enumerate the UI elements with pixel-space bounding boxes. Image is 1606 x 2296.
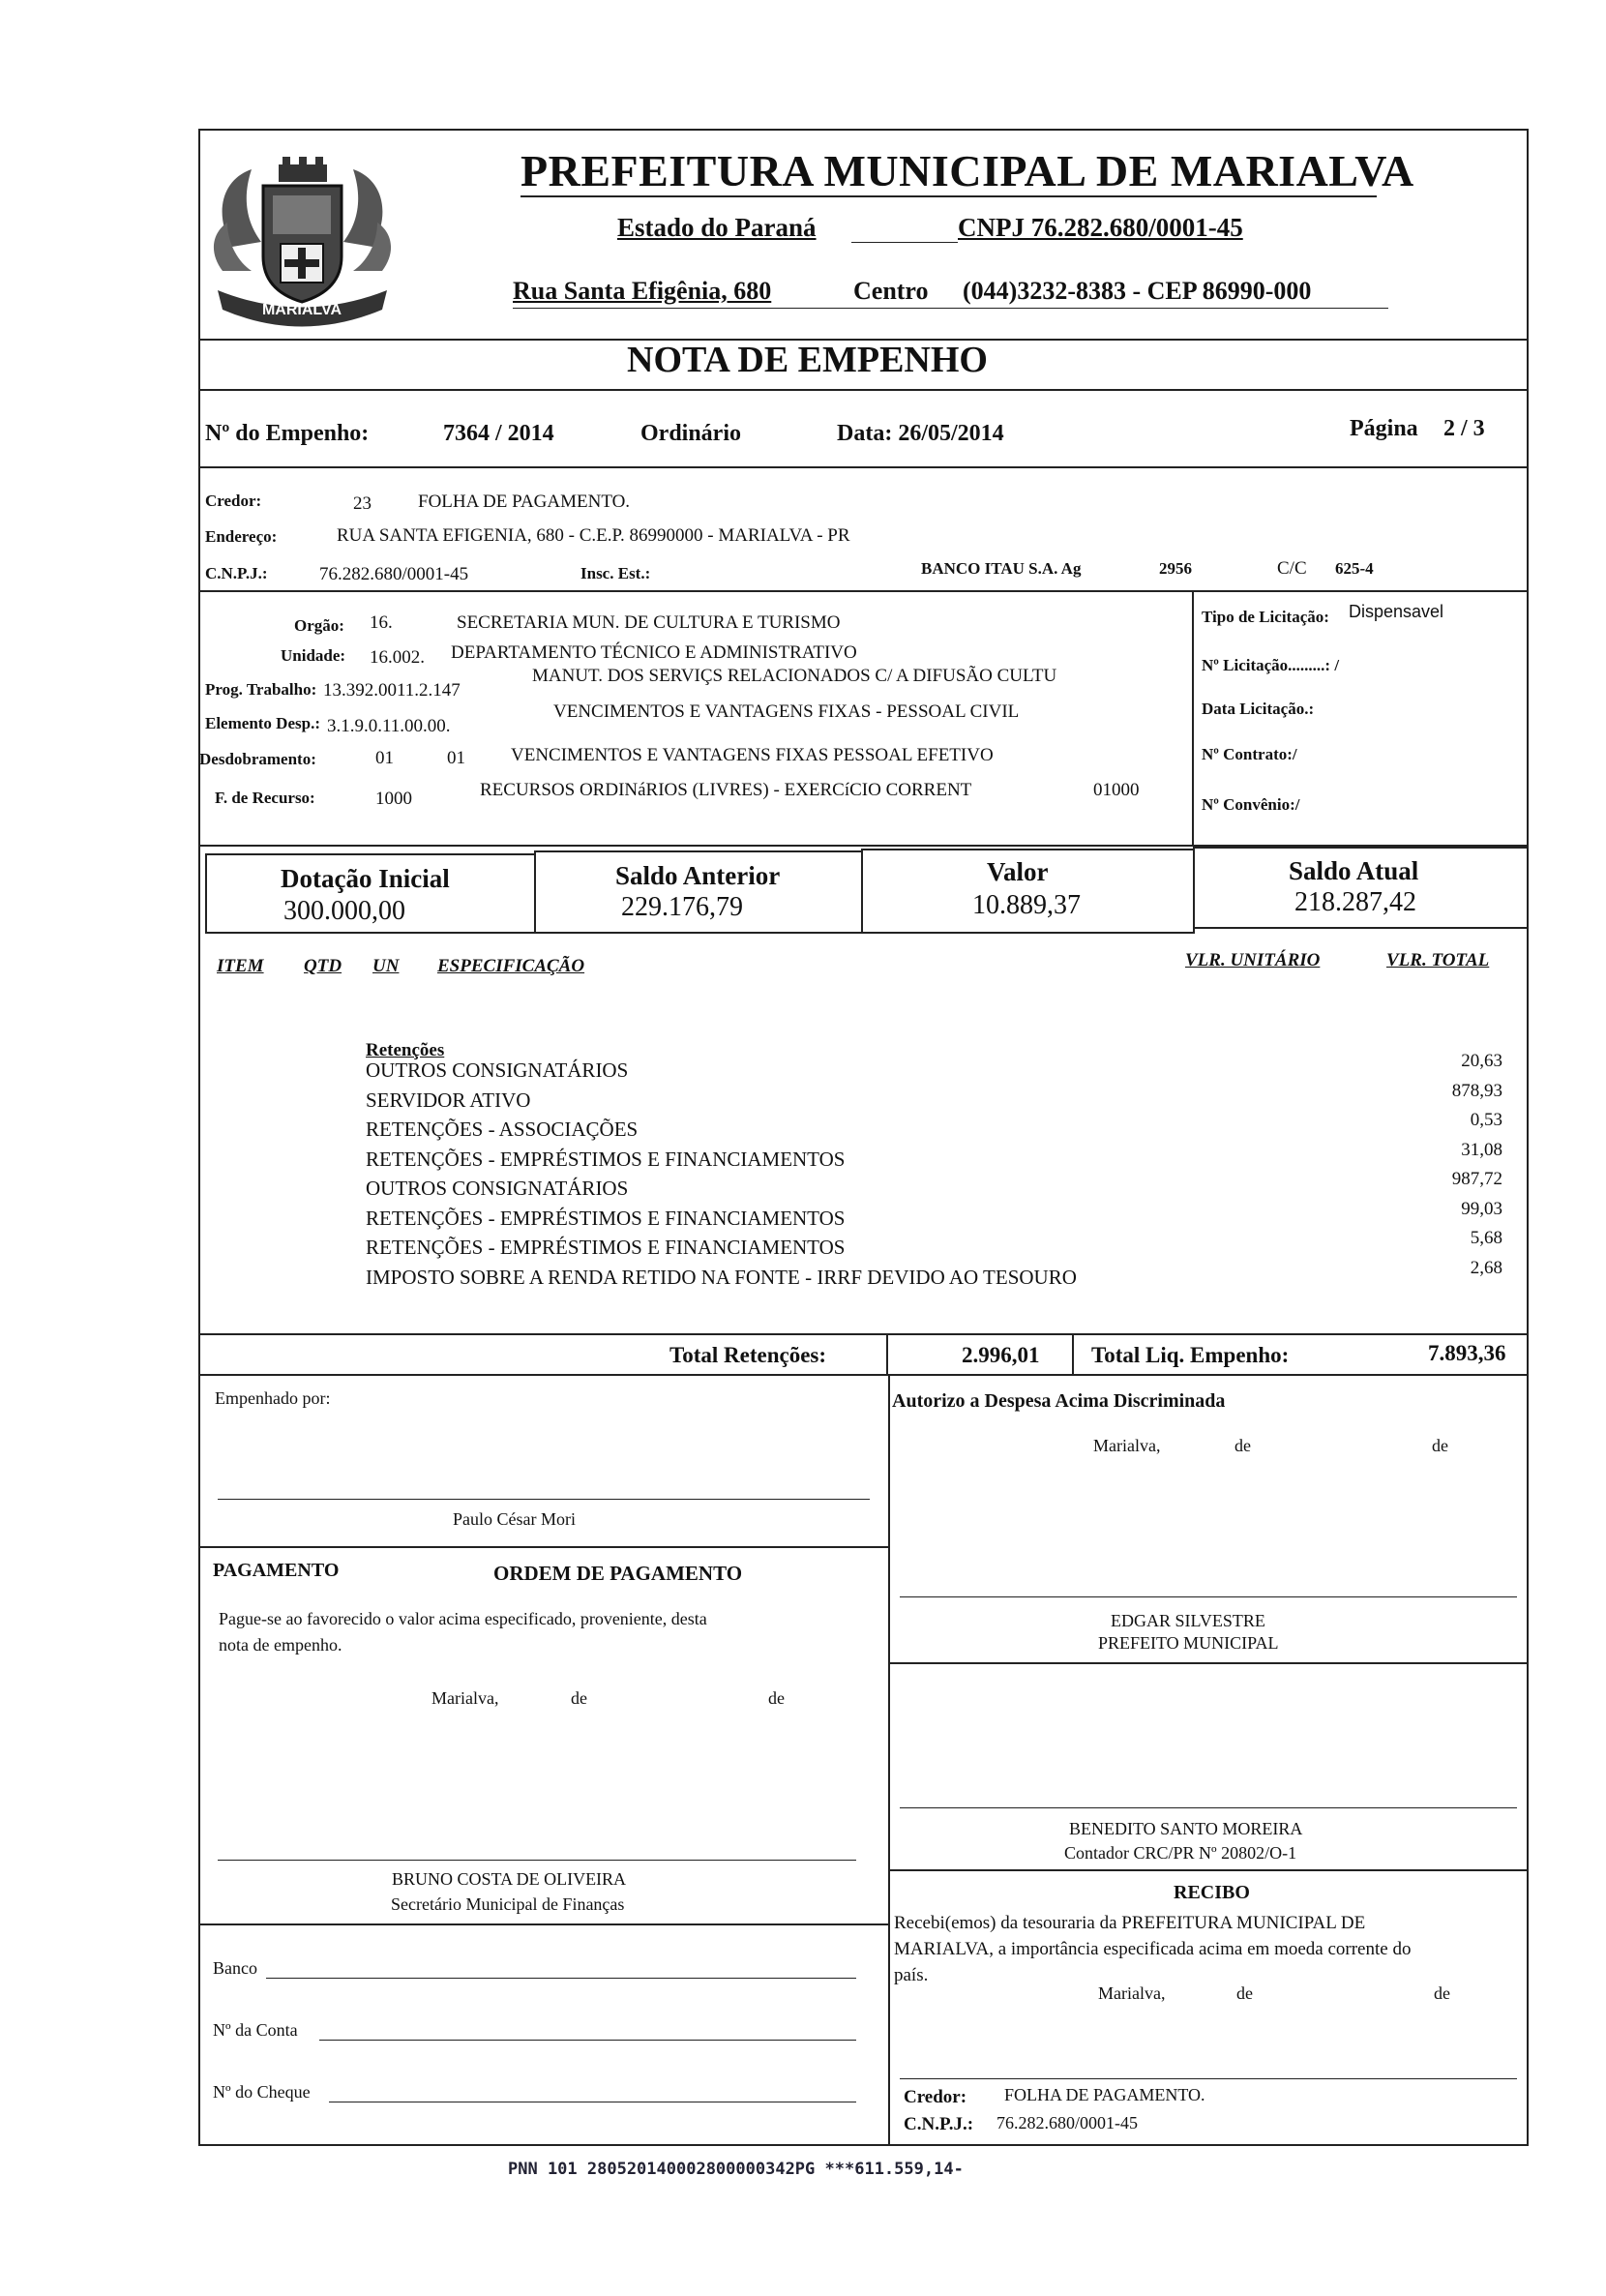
divider-totals-2: [1072, 1333, 1074, 1376]
header-vlr-unitario: VLR. UNITÁRIO: [1185, 950, 1321, 970]
divider-contador: [888, 1869, 1529, 1871]
state-underline: [851, 242, 958, 243]
header-cnpj: CNPJ 76.282.680/0001-45: [958, 213, 1243, 242]
desdobramento-a: 01: [375, 748, 394, 768]
recibo-title: RECIBO: [1174, 1882, 1250, 1903]
recurso-label: F. de Recurso:: [215, 789, 315, 807]
pagamento-de-1: de: [571, 1688, 587, 1708]
total-liquido-value: 7.893,36: [1428, 1341, 1506, 1365]
recibo-credor-label: Credor:: [904, 2087, 967, 2107]
orgao-name: SECRETARIA MUN. DE CULTURA E TURISMO: [457, 612, 841, 633]
retencao-value: 5,68: [1470, 1228, 1502, 1248]
tipo-licitacao-value: Dispensavel: [1349, 602, 1444, 621]
retencao-value: 31,08: [1461, 1139, 1502, 1160]
saldo-atual-label: Saldo Atual: [1289, 856, 1419, 885]
empenhado-nome: Paulo César Mori: [453, 1509, 576, 1529]
empenho-type: Ordinário: [640, 421, 742, 446]
retencao-value: 987,72: [1451, 1169, 1502, 1189]
credor-label: Credor:: [205, 492, 262, 510]
retencao-value: 0,53: [1470, 1110, 1502, 1130]
orgao-label: Orgão:: [294, 616, 344, 635]
empenho-number: 7364 / 2014: [443, 421, 554, 446]
empenho-date: Data: 26/05/2014: [837, 421, 1004, 446]
retencao-desc: SERVIDOR ATIVO: [366, 1088, 531, 1112]
cheque-label: Nº do Cheque: [213, 2082, 311, 2102]
retencao-desc: RETENÇÕES - EMPRÉSTIMOS E FINANCIAMENTOS: [366, 1236, 846, 1259]
saldo-atual-value: 218.287,42: [1294, 887, 1416, 917]
page-label: Página: [1350, 416, 1418, 441]
autorizo-de-1: de: [1234, 1436, 1251, 1455]
divider-totals-bottom: [198, 1374, 1529, 1376]
agencia-value: 2956: [1159, 559, 1192, 578]
total-liquido-label: Total Liq. Empenho:: [1091, 1343, 1290, 1367]
cc-value: 625-4: [1335, 559, 1374, 578]
prog-code: 13.392.0011.2.147: [323, 680, 461, 701]
prog-name: MANUT. DOS SERVIÇS RELACIONADOS C/ A DIFUSÃO CULTU: [532, 666, 1057, 686]
address-underline: [513, 308, 1388, 309]
contador-nome: BENEDITO SANTO MOREIRA: [1069, 1819, 1303, 1838]
svg-text:MARIALVA: MARIALVA: [261, 302, 342, 318]
conta-label: Nº da Conta: [213, 2020, 298, 2040]
unidade-code: 16.002.: [370, 647, 425, 668]
desdobramento-b: 01: [447, 748, 465, 768]
pagamento-de-2: de: [768, 1688, 785, 1708]
divider-signatures: [888, 1374, 890, 2146]
divider-secretario: [198, 1923, 888, 1925]
doc-title: NOTA DE EMPENHO: [627, 340, 988, 380]
autorizo-text: Autorizo a Despesa Acima Discriminada: [892, 1390, 1226, 1412]
empenhado-sign-line: [218, 1499, 870, 1500]
divider-prefeito: [888, 1662, 1529, 1664]
pague-text-2: nota de empenho.: [219, 1635, 342, 1655]
header-state: Estado do Paraná: [617, 213, 817, 242]
recibo-sign-line: [900, 2078, 1517, 2079]
retencao-value: 878,93: [1451, 1080, 1502, 1101]
numero-licitacao: Nº Licitação.........: /: [1202, 656, 1340, 674]
credor-code: 23: [353, 493, 372, 514]
recibo-local: Marialva,: [1098, 1983, 1166, 2003]
dotacao-value: 300.000,00: [283, 896, 405, 926]
retencao-desc: OUTROS CONSIGNATÁRIOS: [366, 1059, 629, 1082]
recibo-cnpj-value: 76.282.680/0001-45: [996, 2113, 1138, 2132]
numero-contrato: Nº Contrato:/: [1202, 745, 1297, 763]
unidade-label: Unidade:: [281, 646, 346, 665]
desdobramento-label: Desdobramento:: [199, 750, 316, 768]
pagamento-local: Marialva,: [431, 1688, 499, 1708]
prefeito-sign-line: [900, 1596, 1517, 1597]
header-qtd: QTD: [304, 956, 342, 976]
cnpj-label: C.N.P.J.:: [205, 564, 268, 582]
retencao-value: 99,03: [1461, 1198, 1502, 1219]
recibo-credor-value: FOLHA DE PAGAMENTO.: [1004, 2085, 1205, 2104]
retencao-desc: RETENÇÕES - EMPRÉSTIMOS E FINANCIAMENTOS: [366, 1206, 846, 1230]
divider-totals-top: [198, 1333, 1529, 1335]
header-address: Rua Santa Efigênia, 680: [513, 277, 772, 305]
prefeito-nome: EDGAR SILVESTRE: [1111, 1611, 1265, 1630]
empenho-label: Nº do Empenho:: [205, 421, 370, 446]
saldo-anterior-label: Saldo Anterior: [615, 861, 781, 890]
total-retencoes-label: Total Retenções:: [669, 1343, 827, 1367]
prefeito-cargo: PREFEITO MUNICIPAL: [1098, 1633, 1279, 1653]
desdobramento-name: VENCIMENTOS E VANTAGENS FIXAS PESSOAL EFETIVO: [511, 745, 994, 765]
recurso-number: 01000: [1093, 780, 1140, 800]
retencao-value: 20,63: [1461, 1051, 1502, 1071]
header-vlr-total: VLR. TOTAL: [1386, 950, 1490, 970]
conta-line[interactable]: [319, 2040, 856, 2041]
divider-totals-1: [886, 1333, 888, 1376]
data-licitacao: Data Licitação.:: [1202, 700, 1315, 718]
saldo-anterior-value: 229.176,79: [621, 892, 743, 922]
elemento-name: VENCIMENTOS E VANTAGENS FIXAS - PESSOAL CIVIL: [553, 701, 1020, 722]
retencao-desc: IMPOSTO SOBRE A RENDA RETIDO NA FONTE - IRRF DEVIDO AO TESOURO: [366, 1265, 1077, 1289]
secretario-nome: BRUNO COSTA DE OLIVEIRA: [392, 1869, 627, 1889]
recibo-cnpj-label: C.N.P.J.:: [904, 2114, 974, 2134]
recibo-text-3: país.: [894, 1965, 929, 1985]
pagamento-title: PAGAMENTO: [213, 1560, 340, 1581]
title-underline: [520, 195, 1377, 197]
orgao-code: 16.: [370, 612, 393, 633]
banco-label: Banco: [213, 1958, 257, 1978]
pague-text-1: Pague-se ao favorecido o valor acima especificado, proveniente, desta: [219, 1609, 707, 1628]
cc-label: C/C: [1277, 558, 1307, 579]
elemento-label: Elemento Desp.:: [205, 714, 320, 732]
page-number: 2 / 3: [1443, 416, 1485, 441]
retencoes-title: Retenções: [366, 1040, 445, 1060]
footer-code: PNN 101 280520140002800000342PG ***611.559,14-: [508, 2160, 964, 2179]
banco-name: BANCO ITAU S.A. Ag: [921, 559, 1082, 578]
autorizo-de-2: de: [1432, 1436, 1448, 1455]
divider-title-bottom: [198, 389, 1529, 391]
header-phone-cep: (044)3232-8383 - CEP 86990-000: [963, 277, 1312, 305]
total-retencoes-value: 2.996,01: [962, 1343, 1040, 1367]
insc-est-label: Insc. Est.:: [580, 564, 651, 582]
elemento-code: 3.1.9.0.11.00.00.: [327, 716, 451, 736]
valor-label: Valor: [987, 857, 1049, 886]
unidade-name: DEPARTAMENTO TÉCNICO E ADMINISTRATIVO: [451, 642, 857, 663]
recibo-de-1: de: [1236, 1983, 1253, 2003]
credor-name: FOLHA DE PAGAMENTO.: [418, 492, 631, 512]
banco-line[interactable]: [266, 1978, 856, 1979]
dotacao-label: Dotação Inicial: [281, 864, 450, 893]
header-un: UN: [372, 956, 400, 976]
divider-credor: [198, 590, 1529, 592]
header-title: PREFEITURA MUNICIPAL DE MARIALVA: [520, 146, 1414, 195]
recurso-code: 1000: [375, 789, 412, 809]
divider-licitacao: [1192, 590, 1194, 847]
recibo-de-2: de: [1434, 1983, 1450, 2003]
endereco-label: Endereço:: [205, 527, 278, 546]
coat-of-arms-icon: [203, 155, 402, 339]
recibo-text-1: Recebi(emos) da tesouraria da PREFEITURA MUNICIPAL DE: [894, 1913, 1366, 1933]
autorizo-local: Marialva,: [1093, 1436, 1161, 1455]
header-item: ITEM: [217, 956, 264, 976]
valor-value: 10.889,37: [972, 890, 1081, 920]
retencao-value: 2,68: [1470, 1257, 1502, 1278]
contador-sign-line: [900, 1807, 1517, 1808]
retencao-desc: OUTROS CONSIGNATÁRIOS: [366, 1177, 629, 1200]
recibo-text-2: MARIALVA, a importância especificada acima em moeda corrente do: [894, 1939, 1412, 1959]
ordem-pagamento-title: ORDEM DE PAGAMENTO: [493, 1562, 743, 1585]
retencao-desc: RETENÇÕES - EMPRÉSTIMOS E FINANCIAMENTOS: [366, 1147, 846, 1171]
divider-empenho: [198, 466, 1529, 468]
endereco-value: RUA SANTA EFIGENIA, 680 - C.E.P. 86990000 - MARIALVA - PR: [337, 525, 850, 546]
header-district: Centro: [853, 277, 929, 305]
divider-pagamento: [198, 1546, 888, 1548]
header-especificacao: ESPECIFICAÇÃO: [437, 956, 585, 976]
retencao-desc: RETENÇÕES - ASSOCIAÇÕES: [366, 1118, 639, 1141]
empenhado-label: Empenhado por:: [215, 1388, 331, 1408]
cnpj-value: 76.282.680/0001-45: [319, 564, 469, 584]
secretario-sign-line: [218, 1860, 856, 1861]
contador-cargo: Contador CRC/PR Nº 20802/O-1: [1064, 1843, 1297, 1863]
prog-label: Prog. Trabalho:: [205, 680, 317, 699]
tipo-licitacao-label: Tipo de Licitação:: [1202, 608, 1329, 626]
secretario-cargo: Secretário Municipal de Finanças: [391, 1894, 625, 1914]
numero-convenio: Nº Convênio:/: [1202, 795, 1300, 814]
recurso-name: RECURSOS ORDINáRIOS (LIVRES) - EXERCíCIO CORRENT: [480, 780, 972, 800]
